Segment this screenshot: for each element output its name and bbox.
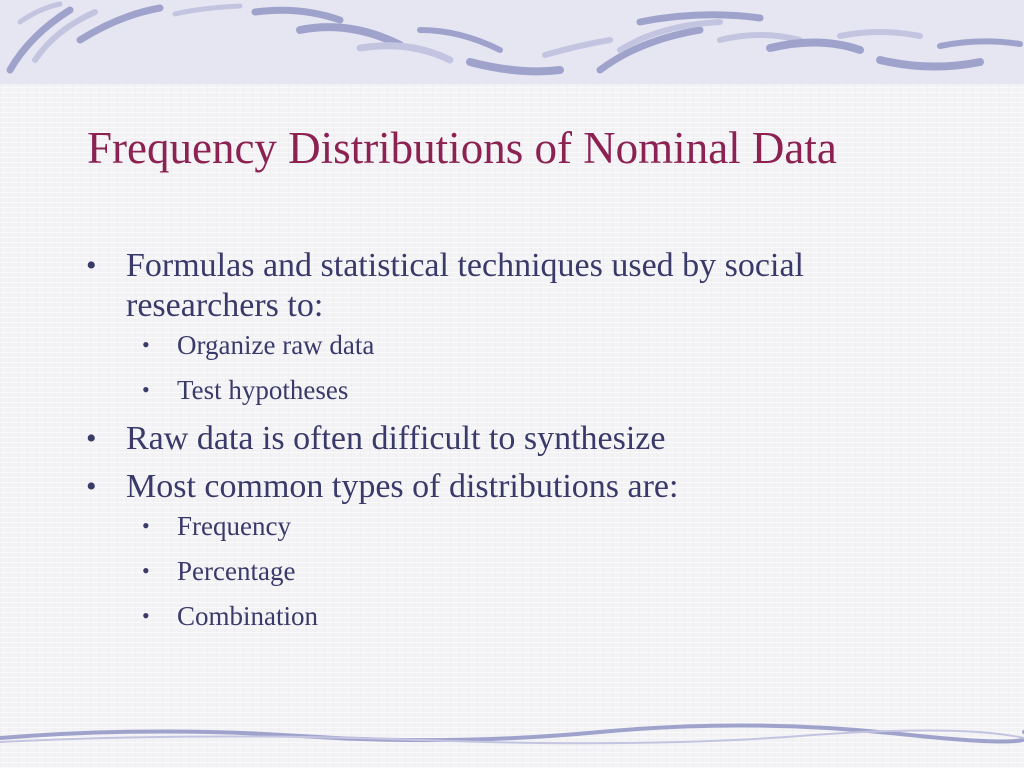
top-decorative-band: [0, 0, 1024, 84]
wave-stroke: [0, 725, 1024, 741]
bullet-item: [86, 467, 946, 632]
bullet-icon: •: [86, 422, 97, 455]
swirl-stroke: [175, 6, 240, 14]
sub-bullet-text: Combination: [177, 601, 318, 631]
sub-bullet-item: [126, 555, 946, 587]
sub-bullet-list: [126, 510, 946, 632]
bottom-decorative-band: [0, 718, 1024, 768]
sub-bullet-text: Test hypotheses: [177, 375, 349, 405]
sub-bullet-icon: •: [142, 332, 150, 357]
bullet-item: [86, 246, 946, 406]
swirl-stroke: [940, 41, 1020, 46]
swirl-stroke: [770, 42, 860, 50]
swirl-stroke: [10, 10, 70, 70]
swirl-stroke: [840, 32, 920, 36]
sub-bullet-icon: •: [142, 513, 150, 538]
swirl-stroke: [880, 60, 980, 67]
bullet-text: Raw data is often difficult to synthesize: [126, 420, 666, 457]
bullet-item: [86, 419, 946, 459]
sub-bullet-text: Percentage: [177, 556, 296, 586]
sub-bullet-text: Organize raw data: [177, 330, 375, 360]
swirl-stroke: [360, 46, 450, 60]
bullet-icon: •: [86, 470, 97, 503]
bullet-icon: •: [86, 249, 97, 282]
swirl-decoration-icon: [0, 0, 1024, 84]
sub-bullet-icon: •: [142, 377, 150, 402]
swirl-stroke: [470, 62, 560, 71]
swirl-stroke: [545, 40, 610, 55]
sub-bullet-list: [126, 329, 946, 406]
sub-bullet-icon: •: [142, 603, 150, 628]
sub-bullet-item: [126, 510, 946, 542]
sub-bullet-item: [126, 600, 946, 632]
swirl-stroke: [420, 30, 500, 50]
bullet-text: Most common types of distributions are:: [126, 468, 679, 505]
bullet-list: [86, 246, 946, 645]
sub-bullet-item: [126, 374, 946, 406]
sub-bullet-item: [126, 329, 946, 361]
sub-bullet-icon: •: [142, 558, 150, 583]
slide-title: Frequency Distributions of Nominal Data: [87, 123, 837, 173]
swirl-stroke: [255, 10, 340, 20]
bullet-text: Formulas and statistical techniques used by social researchers to:: [126, 247, 804, 324]
wave-line-icon: [0, 718, 1024, 768]
sub-bullet-text: Frequency: [177, 511, 291, 541]
swirl-stroke: [720, 35, 800, 40]
